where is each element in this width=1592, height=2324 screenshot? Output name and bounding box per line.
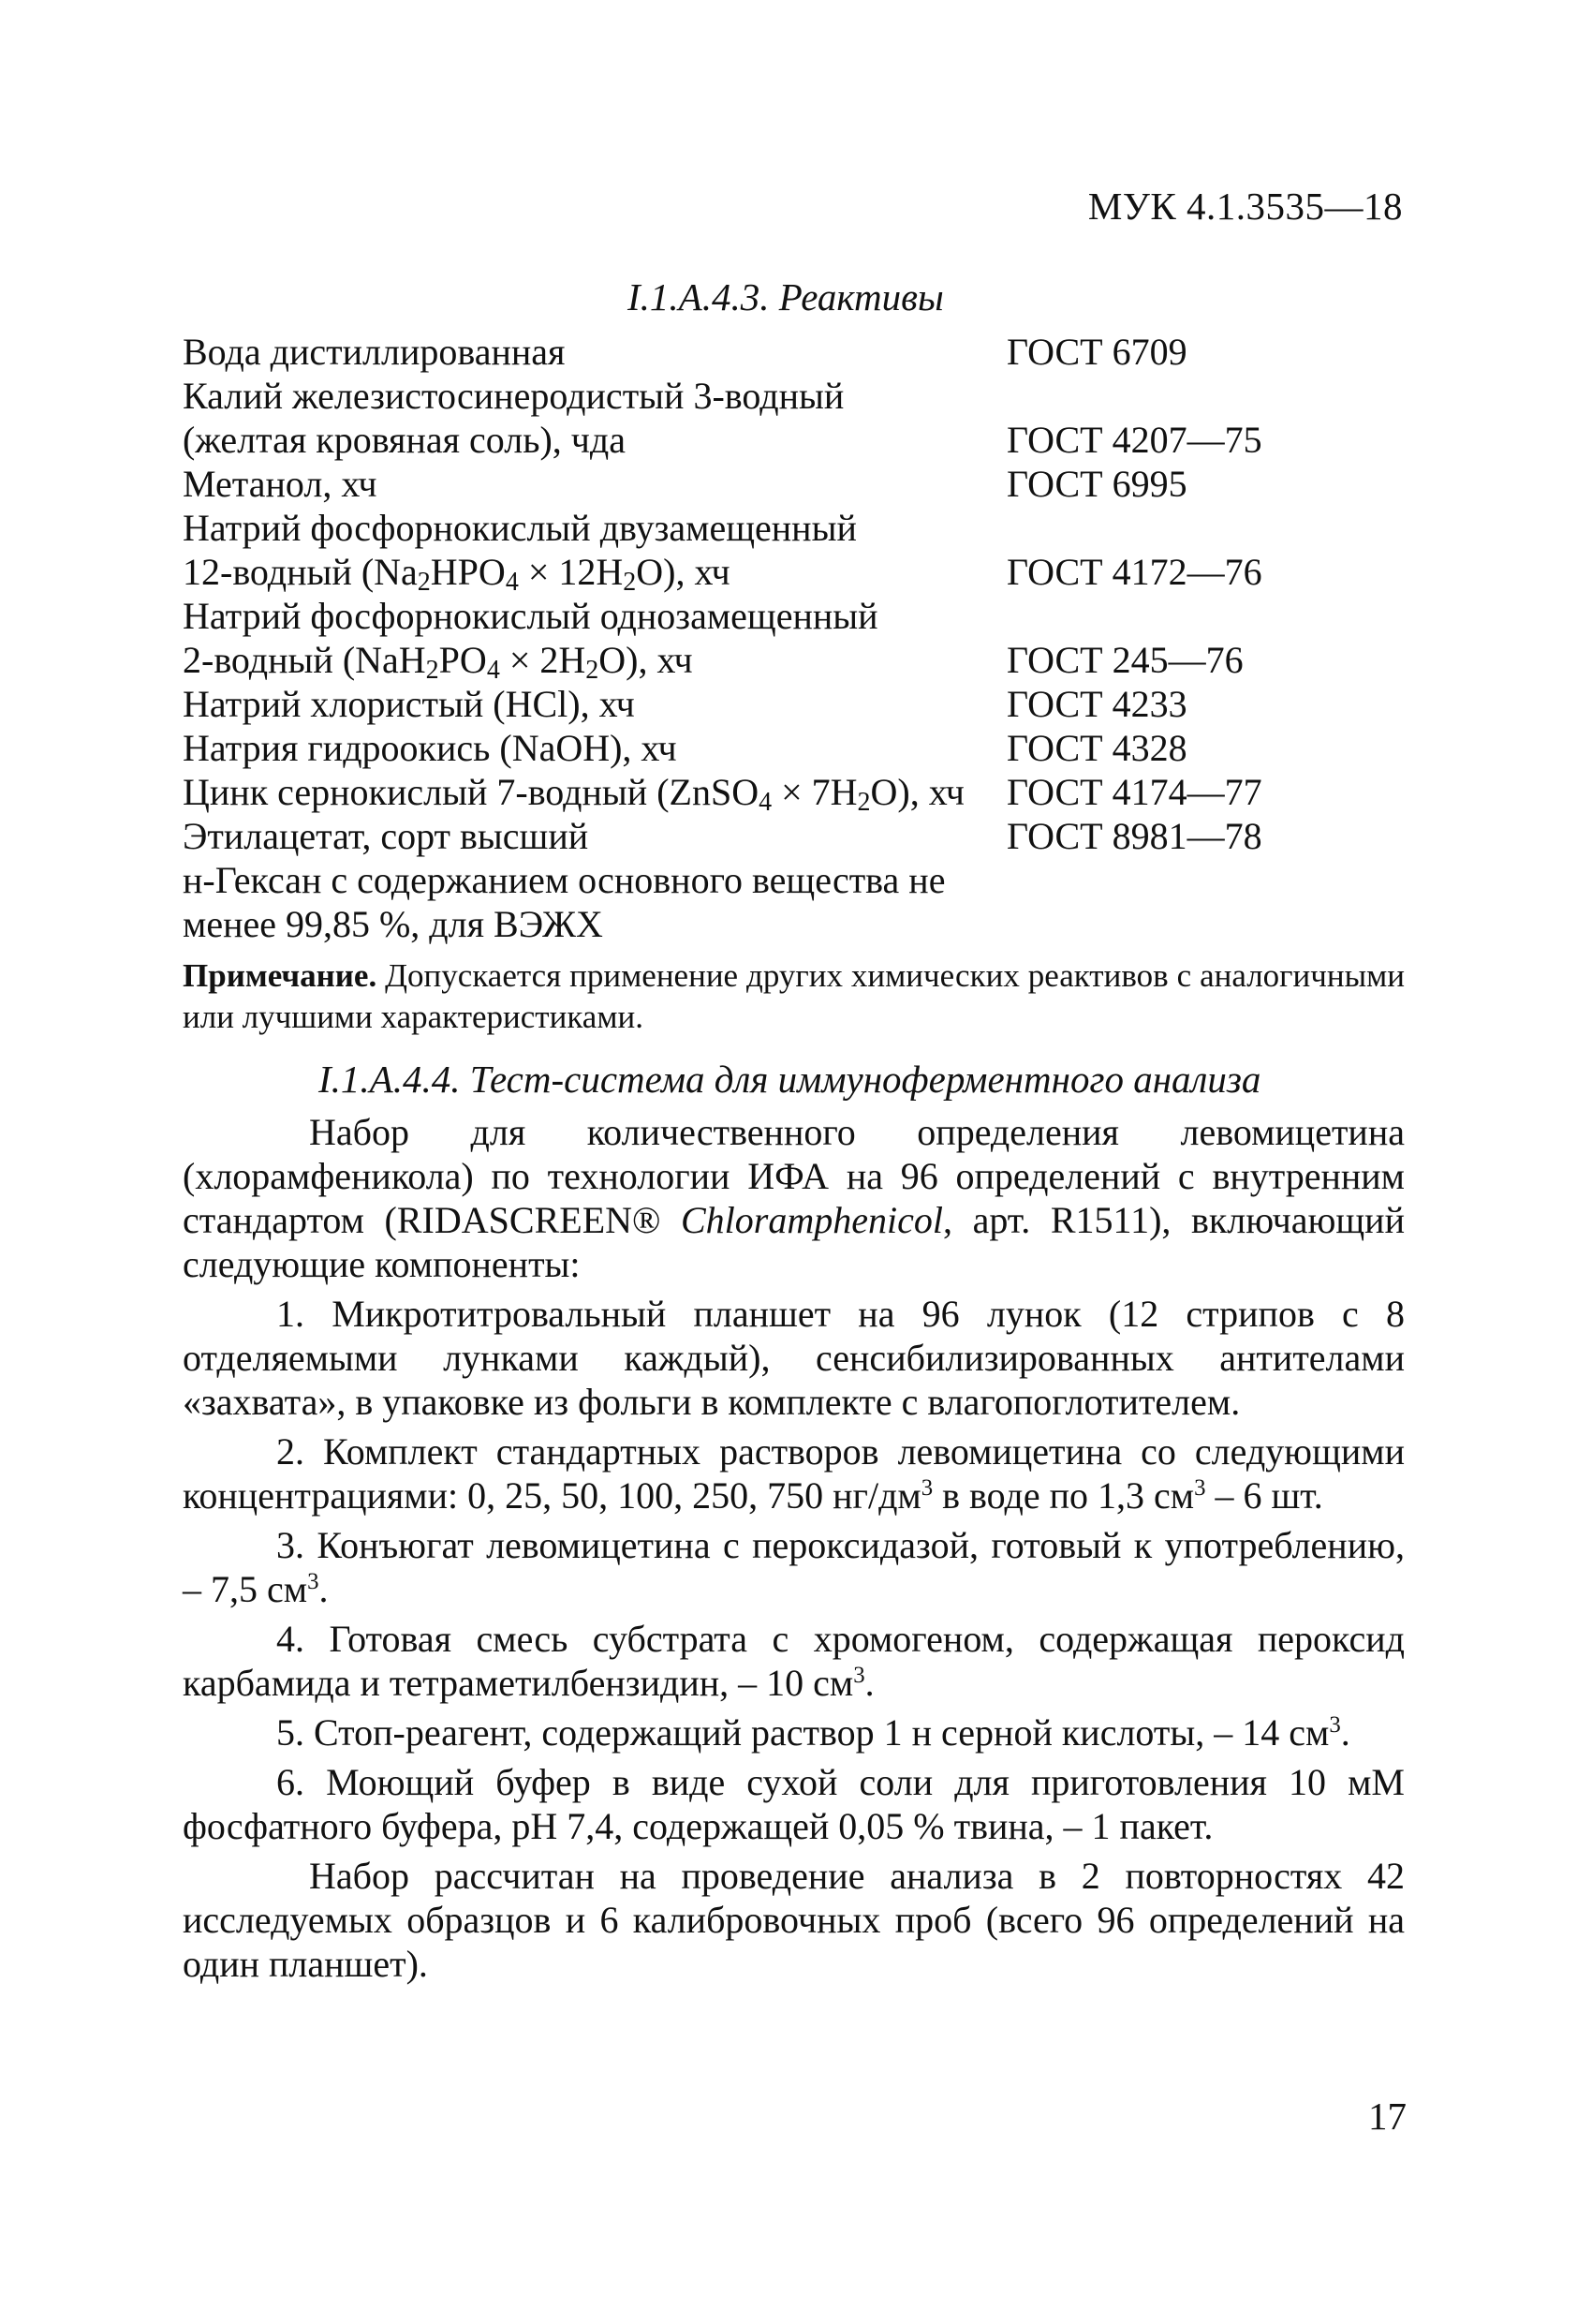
reagent-row bbox=[183, 682, 1400, 726]
reagent-name: н-Гексан с содержанием основного вещества не bbox=[183, 859, 946, 901]
kit-component-item: 1. Микротитровальный планшет на 96 лунок (12 стрипов с 8 отделяемыми лунками каждый), сенсибилизированных антителами «захвата», в упаковке из фольги в комплекте с влагопоглотителем. bbox=[183, 1293, 1405, 1423]
reagent-gost: ГОСТ 4172—76 bbox=[1007, 551, 1262, 593]
note bbox=[183, 955, 1405, 1038]
reagent-name: Натрия гидроокись (NaOH), хч bbox=[183, 727, 677, 769]
reagent-gost: ГОСТ 245—76 bbox=[1007, 639, 1244, 681]
reagent-gost: ГОСТ 4207—75 bbox=[1007, 419, 1262, 461]
reagent-row bbox=[183, 770, 1400, 817]
reagent-name: Натрий фосфорнокислый двузамещенный bbox=[183, 507, 857, 549]
reagent-row bbox=[183, 814, 1400, 858]
reagent-name: Натрий хлористый (HCl), хч bbox=[183, 683, 635, 725]
reagent-name: менее 99,85 %, для ВЭЖХ bbox=[183, 903, 603, 945]
reagent-gost: ГОСТ 4233 bbox=[1007, 683, 1187, 725]
reagent-row bbox=[183, 374, 1400, 418]
reagent-row bbox=[183, 638, 1400, 685]
reagent-name: Этилацетат, сорт высший bbox=[183, 815, 589, 857]
kit-closing-paragraph: Набор рассчитан на проведение анализа в 2 повторностях 42 исследуемых образцов и 6 калибровочных проб (всего 96 определений на один планшет). bbox=[183, 1855, 1405, 1985]
kit-intro-paragraph: Набор для количественного определения левомицетина (хлорамфеникола) по технологии ИФА на 96 определений с внутренним стандартом (RIDASCREEN® Chloramphenicol, арт. R1511), включающий следующие компоненты: bbox=[183, 1111, 1405, 1285]
note-text: Допускается применение других химических реактивов с аналогичными или лучшими характеристиками. bbox=[183, 957, 1405, 1035]
kit-component-item: 5. Стоп-реагент, содержащий раствор 1 н серной кислоты, – 14 $см^3$. bbox=[276, 1711, 1350, 1754]
reagent-gost: ГОСТ 8981—78 bbox=[1007, 815, 1262, 857]
page-number: 17 bbox=[1368, 2095, 1407, 2138]
reagent-name: 2-водный $(NaH_2PO_4 \times 2H_2O)$, хч bbox=[183, 639, 693, 685]
reagent-gost: ГОСТ 4328 bbox=[1007, 727, 1187, 769]
reagent-row bbox=[183, 858, 1400, 902]
reagent-row bbox=[183, 330, 1400, 374]
kit-component-item: 6. Моющий буфер в виде сухой соли для приготовления 10 мМ фосфатного буфера, pH 7,4, содержащей 0,05 % твина, – 1 пакет. bbox=[183, 1761, 1405, 1847]
reagent-name: Метанол, хч bbox=[183, 463, 377, 505]
reagent-row bbox=[183, 418, 1400, 462]
reagent-row bbox=[183, 462, 1400, 506]
reagent-name: Натрий фосфорнокислый однозамещенный bbox=[183, 595, 878, 637]
reagent-row bbox=[183, 594, 1400, 638]
kit-component-item: 3. Конъюгат левомицетина с пероксидазой, готовый к употреблению, – 7,5 $см^3$. bbox=[183, 1524, 1405, 1610]
kit-component-item: 4. Готовая смесь субстрата с хромогеном, содержащая пероксид карбамида и тетраметилбензидин, – 10 $см^3$. bbox=[183, 1618, 1405, 1704]
reagent-name: (желтая кровяная соль), чда bbox=[183, 419, 626, 461]
section-title-test-system: I.1.А.4.4. Тест-система для иммуноферментного анализа bbox=[318, 1058, 1261, 1101]
reagent-gost: ГОСТ 4174—77 bbox=[1007, 771, 1262, 813]
note-label: Примечание. bbox=[183, 957, 377, 994]
reagent-name: Цинк сернокислый 7-водный (ZnSO$_4$ × $7H_2O$), хч bbox=[183, 771, 965, 817]
reagent-row bbox=[183, 550, 1400, 597]
reagent-name: Вода дистиллированная bbox=[183, 331, 566, 373]
reagent-row bbox=[183, 902, 1400, 946]
document-code: МУК 4.1.3535—18 bbox=[1087, 185, 1403, 228]
section-title-reagents: I.1.А.4.3. Реактивы bbox=[627, 275, 944, 318]
reagent-row bbox=[183, 726, 1400, 770]
reagent-gost: ГОСТ 6995 bbox=[1007, 463, 1187, 505]
reagents-list bbox=[183, 330, 1400, 946]
reagent-name: 12-водный $(Na_2HPO_4 \times 12H_2O)$, хч bbox=[183, 551, 730, 597]
kit-component-item: 2. Комплект стандартных растворов левомицетина со следующими концентрациями: 0, 25, 50, 100, 250, 750 $нг/дм^3$ в воде по 1,3 $см^3 - 6$ шт. bbox=[183, 1430, 1405, 1517]
test-system-body bbox=[183, 1110, 1405, 1991]
kit-components-list bbox=[183, 1292, 1405, 1848]
reagent-gost: ГОСТ 6709 bbox=[1007, 331, 1187, 373]
reagent-name: Калий железистосинеродистый 3-водный bbox=[183, 375, 845, 417]
reagent-row bbox=[183, 506, 1400, 550]
